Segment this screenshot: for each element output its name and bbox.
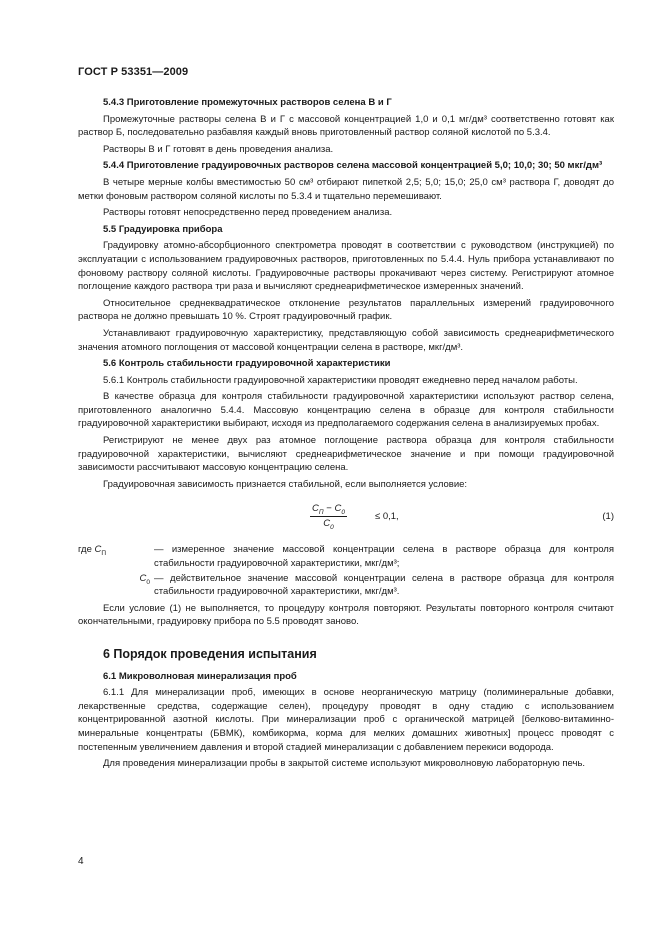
section-5-4-4-title: 5.4.4 Приготовление градуировочных растворов селена массовой концентрацией 5,0; 10,0; 30; 50 мкг/дм³ [103,160,603,172]
where-c0-sub: 0 [146,578,150,586]
where-prefix: где [78,544,92,556]
section-5-4-4-paragraph-1: В четыре мерные колбы вместимостью 50 см³ отбирают пипеткой 2,5; 5,0; 15,0; 25,0 см³ раствора Г, доводят до метки фоновым раствором соляной кислоты по 5.3.4 и тщательно перемешивают. [78,176,614,202]
section-5-6-paragraph-4: Градуировочная зависимость признается стабильной, если выполняется условие: [103,478,468,490]
section-5-4-3-paragraph-2: Растворы В и Г готовят в день проведения анализа. [103,143,334,155]
formula-num-c-sub: П [318,509,324,517]
formula-fraction [310,503,347,530]
section-5-6-paragraph-1: 5.6.1 Контроль стабильности градуировочной характеристики проводят ежедневно перед началом работы. [103,374,578,386]
formula-denominator [310,517,347,530]
where-c0-symbol [78,572,154,599]
section-5-5-paragraph-2: Относительное среднеквадратическое отклонение результатов параллельных измерений градуировочного раствора не должно превышать 10 %. Строят градуировочный график. [78,297,614,323]
formula-den-c-sub: 0 [330,524,334,532]
formula-equation-number: (1) [602,511,614,523]
section-5-6-paragraph-5: Если условие (1) не выполняется, то процедуру контроля повторяют. Результаты повторного контроля считают окончательными, градуировку прибора по 5.5 проводят заново. [78,602,614,628]
stability-formula [78,503,614,533]
section-5-5-paragraph-1: Градуировку атомно-абсорбционного спектрометра проводят в соответствии с руководством (инструкцией) по эксплуатации с использованием градуировочных растворов, приготовленных по 5.4.4. Нуль прибора устанавливают по фоновому раствору соляной кислоты. Градуировочные растворы прокачивают через систему. Регистрируют атомное поглощение каждого раствора три раза и вычисляют среднеарифметическое измеренных значений. [78,240,614,293]
where-definition-cp [78,543,614,570]
formula-num-c0-sub: 0 [341,509,345,517]
formula-num-c: C [312,503,319,515]
where-cp-letter: C [94,544,102,556]
formula-num-c0: C [334,503,342,515]
where-cp-text: — измеренное значение массовой концентрации селена в растворе образца для контроля стабильности градуировочной характеристики, мкг/дм³; [154,544,614,570]
section-5-6-paragraph-3: Регистрируют не менее двух раз атомное поглощение раствора образца для контроля стабильности градуировочной характеристики, вычисляют среднеарифметическое значение и при помощи градуировочной зависимости рассчитывают массовую концентрацию селена. [78,435,614,474]
section-6-title: 6 Порядок проведения испытания [103,647,317,661]
formula-den-c: C [323,518,331,530]
section-5-4-4-paragraph-2: Растворы готовят непосредственно перед проведением анализа. [103,207,393,219]
section-6-1-paragraph-1: 6.1.1 Для минерализации проб, имеющих в основе неорганическую матрицу (полиминеральные добавки, лекарственные средства, содержащие селен), процедуру проводят в одну стадию с использованием концентрированной азотной кислоты. При минерализации проб с органической матрицей [белково-витаминно-минеральные концентраты (БВМК), комбикорма, корма для мелких домашних животных] процесс проводят с постепенным увеличением давления и второй стадией минерализации с добавлением перекиси водорода. [78,687,614,753]
section-5-5-title: 5.5 Градуировка прибора [103,223,223,235]
document-header: ГОСТ Р 53351—2009 [78,66,189,78]
where-cp-symbol [78,543,154,570]
section-5-5-paragraph-3: Устанавливают градуировочную характеристику, представляющую собой зависимость среднеарифметического значения атомного поглощения от массовой концентрации селена в растворе, мкг/дм³. [78,327,614,353]
section-5-6-paragraph-2: В качестве образца для контроля стабильности градуировочной характеристики используют раствор селена, приготовленного аналогично 5.4.4. Массовую концентрацию селена в образце для контроля стабильности градуировочной характеристики выбирают, исходя из предполагаемого содержания селена в анализируемых пробах. [78,391,614,430]
section-5-6-title: 5.6 Контроль стабильности градуировочной характеристики [103,358,391,370]
section-6-1-title: 6.1 Микроволновая минерализация проб [103,670,297,682]
where-definition-c0 [78,572,614,599]
where-c0-text: — действительное значение массовой концентрации селена в растворе образца для контроля стабильности градуировочной характеристики, мкг/дм³. [154,572,614,598]
page-number: 4 [78,856,84,867]
section-6-1-paragraph-2: Для проведения минерализации пробы в закрытой системе используют микроволновую лабораторную печь. [103,758,586,770]
formula-condition: ≤ 0,1, [375,511,399,523]
where-cp-sub: П [101,550,107,558]
formula-minus: − [326,503,332,515]
formula-numerator [310,503,347,517]
where-c0-letter: C [139,572,147,584]
page-content [78,96,614,774]
section-5-4-3-paragraph-1: Промежуточные растворы селена В и Г с массовой концентрацией 1,0 и 0,1 мг/дм³ соответственно готовят как раствор Б, последовательно разбавляя каждый вновь приготовленный раствор соляной кислотой по 5.3.4. [78,113,614,139]
section-5-4-3-title: 5.4.3 Приготовление промежуточных растворов селена В и Г [103,97,392,108]
